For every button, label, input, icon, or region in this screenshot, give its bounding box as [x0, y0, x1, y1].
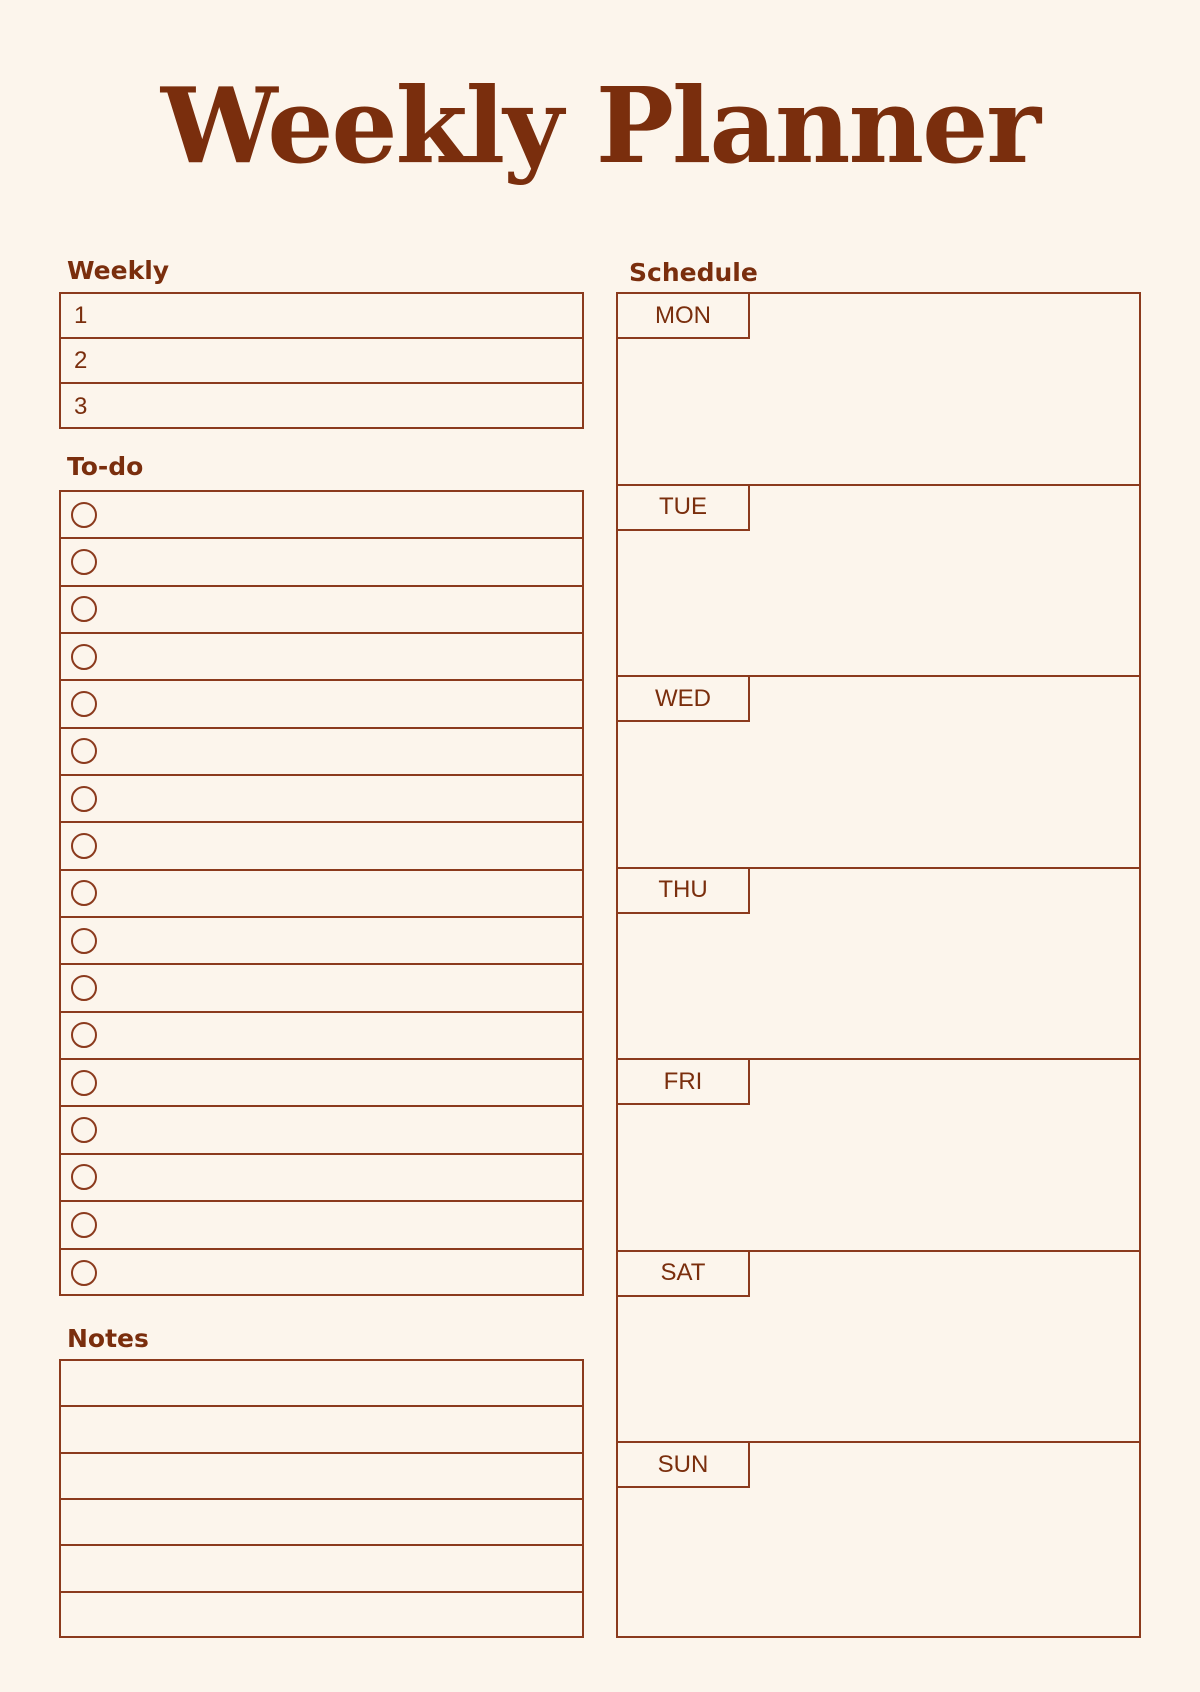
- todo-row[interactable]: [61, 965, 582, 1012]
- schedule-heading: Schedule: [629, 258, 758, 287]
- weekly-heading: Weekly: [67, 256, 170, 285]
- circle-checkbox-icon[interactable]: [71, 1260, 97, 1286]
- circle-checkbox-icon[interactable]: [71, 975, 97, 1001]
- circle-checkbox-icon[interactable]: [71, 549, 97, 575]
- notes-line[interactable]: [61, 1500, 582, 1546]
- todo-row[interactable]: [61, 492, 582, 539]
- todo-row[interactable]: [61, 634, 582, 681]
- todo-row[interactable]: [61, 1107, 582, 1154]
- notes-line[interactable]: [61, 1454, 582, 1500]
- todo-heading: To-do: [67, 452, 144, 481]
- weekly-list: [59, 292, 584, 429]
- notes-line[interactable]: [61, 1546, 582, 1592]
- weekly-row-number: 3: [74, 392, 88, 420]
- day-block-thu[interactable]: [618, 869, 1139, 1061]
- day-block-tue[interactable]: [618, 486, 1139, 678]
- day-block-sun[interactable]: [618, 1443, 1139, 1635]
- day-label: TUE: [618, 486, 750, 531]
- todo-row[interactable]: [61, 729, 582, 776]
- notes-line[interactable]: [61, 1593, 582, 1639]
- circle-checkbox-icon[interactable]: [71, 1164, 97, 1190]
- circle-checkbox-icon[interactable]: [71, 880, 97, 906]
- weekly-row-number: 2: [74, 346, 88, 374]
- weekly-row-number: 1: [74, 301, 88, 329]
- day-label: SAT: [618, 1252, 750, 1297]
- day-block-wed[interactable]: [618, 677, 1139, 869]
- weekly-row[interactable]: [61, 339, 582, 384]
- todo-row[interactable]: [61, 1013, 582, 1060]
- day-label: THU: [618, 869, 750, 914]
- todo-row[interactable]: [61, 1060, 582, 1107]
- circle-checkbox-icon[interactable]: [71, 1070, 97, 1096]
- circle-checkbox-icon[interactable]: [71, 1212, 97, 1238]
- todo-row[interactable]: [61, 1155, 582, 1202]
- day-label: SUN: [618, 1443, 750, 1488]
- todo-row[interactable]: [61, 1202, 582, 1249]
- day-block-sat[interactable]: [618, 1252, 1139, 1444]
- todo-row[interactable]: [61, 539, 582, 586]
- day-block-fri[interactable]: [618, 1060, 1139, 1252]
- todo-row[interactable]: [61, 1250, 582, 1297]
- weekly-row[interactable]: [61, 294, 582, 339]
- circle-checkbox-icon[interactable]: [71, 1022, 97, 1048]
- circle-checkbox-icon[interactable]: [71, 928, 97, 954]
- todo-row[interactable]: [61, 681, 582, 728]
- notes-area: [59, 1359, 584, 1638]
- todo-row[interactable]: [61, 776, 582, 823]
- notes-line[interactable]: [61, 1361, 582, 1407]
- circle-checkbox-icon[interactable]: [71, 596, 97, 622]
- notes-heading: Notes: [67, 1324, 149, 1353]
- todo-row[interactable]: [61, 918, 582, 965]
- circle-checkbox-icon[interactable]: [71, 833, 97, 859]
- circle-checkbox-icon[interactable]: [71, 786, 97, 812]
- circle-checkbox-icon[interactable]: [71, 644, 97, 670]
- todo-row[interactable]: [61, 871, 582, 918]
- todo-list: [59, 490, 584, 1296]
- circle-checkbox-icon[interactable]: [71, 691, 97, 717]
- day-label: MON: [618, 294, 750, 339]
- day-label: WED: [618, 677, 750, 722]
- circle-checkbox-icon[interactable]: [71, 502, 97, 528]
- todo-row[interactable]: [61, 823, 582, 870]
- day-block-mon[interactable]: [618, 294, 1139, 486]
- schedule-grid: [616, 292, 1141, 1638]
- circle-checkbox-icon[interactable]: [71, 1117, 97, 1143]
- page-title: Weekly Planner: [160, 64, 1040, 187]
- weekly-row[interactable]: [61, 384, 582, 429]
- notes-line[interactable]: [61, 1407, 582, 1453]
- todo-row[interactable]: [61, 587, 582, 634]
- circle-checkbox-icon[interactable]: [71, 738, 97, 764]
- day-label: FRI: [618, 1060, 750, 1105]
